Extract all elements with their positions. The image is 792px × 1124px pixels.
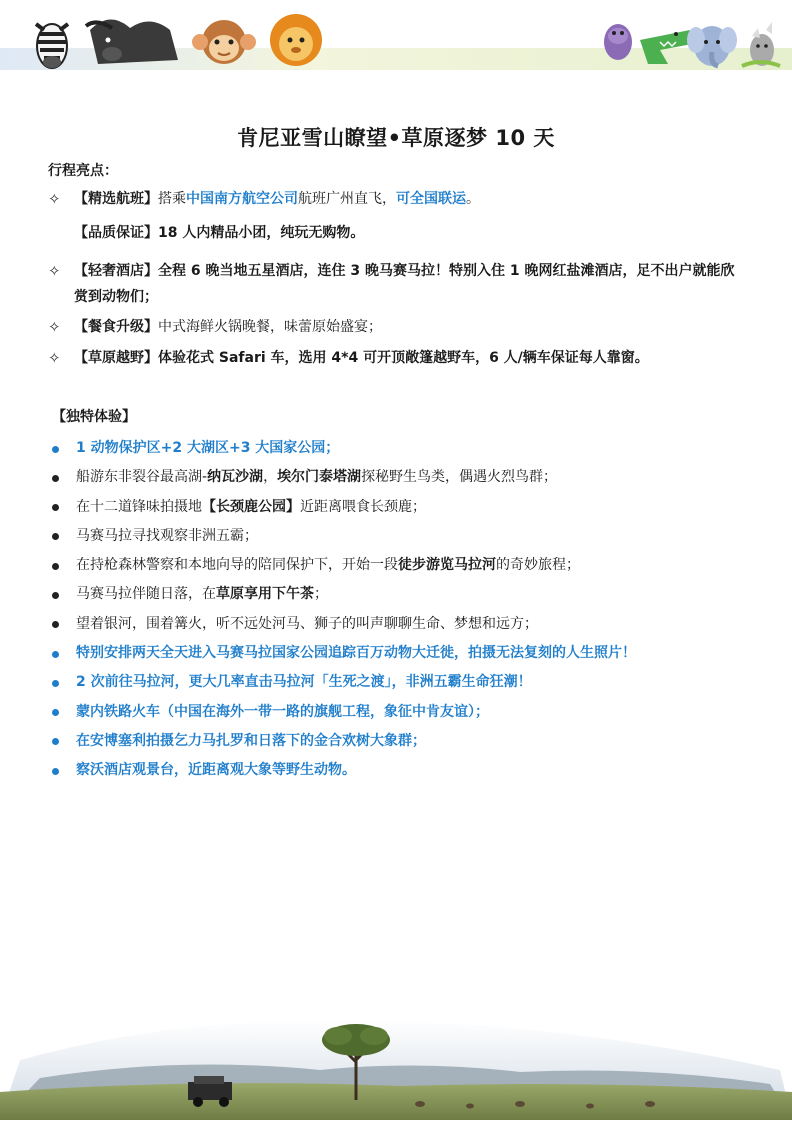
experience-label: 【独特体验】 xyxy=(52,409,136,425)
experience-text-segment: 草原享用下午茶 xyxy=(216,586,314,603)
highlight-item xyxy=(48,345,748,371)
highlight-text-segment: 【餐食升级】 xyxy=(74,319,158,335)
highlight-item xyxy=(48,314,748,340)
experience-item xyxy=(48,463,748,492)
sparkle-bullet-icon: ✧ xyxy=(48,190,61,208)
highlight-text xyxy=(74,258,748,310)
lion-icon xyxy=(270,14,322,66)
experience-text-segment: 特别安排两天全天进入马赛马拉国家公园追踪百万动物大迁徙，拍摄无法复刻的人生照片！ xyxy=(76,645,636,662)
experience-item xyxy=(48,668,748,697)
highlight-text-segment: 【草原越野】体验花式 Safari 车，选用 4*4 可开顶敞篷越野车，6 人/辆车保证每人靠窗。 xyxy=(74,350,649,366)
hippo-icon xyxy=(604,24,632,60)
highlight-item xyxy=(48,258,748,310)
experience-text-segment: 船游东非裂谷最高湖- xyxy=(76,469,208,486)
zebra-icon xyxy=(36,24,68,68)
experience-list xyxy=(48,434,748,786)
highlight-text-segment: 中式海鲜火锅晚餐，味蕾原始盛宴； xyxy=(158,319,382,335)
bullet-dot-icon xyxy=(52,475,59,482)
bullet-dot-icon xyxy=(52,738,59,745)
highlight-text-segment: 【精选航班】 xyxy=(74,191,158,207)
experience-item xyxy=(48,610,748,639)
bullet-dot-icon xyxy=(52,680,59,687)
highlight-text xyxy=(74,345,748,371)
experience-text-segment: 的奇妙旅程； xyxy=(496,557,580,574)
bullet-dot-icon xyxy=(52,621,59,628)
highlight-text-segment: 【轻奢酒店】全程 6 晚当地五星酒店，连住 3 晚马赛马拉！特别入住 1 晚网红盐滩酒店，足不出户就能欣赏到动物们； xyxy=(74,263,735,305)
experience-item xyxy=(48,551,748,580)
experience-text-segment: 纳瓦沙湖 xyxy=(207,469,264,486)
experience-text-segment: 察沃酒店观景台，近距离观大象等野生动物。 xyxy=(76,762,356,779)
highlight-item xyxy=(48,220,748,246)
highlight-text-segment: 搭乘 xyxy=(158,191,186,207)
experience-text-segment: 徒步游览马拉河 xyxy=(398,557,496,574)
experience-text-segment: 在十二道锋味拍摄地 xyxy=(76,498,202,515)
experience-text-segment: 探秘野生鸟类，偶遇火烈鸟群； xyxy=(361,469,558,486)
highlight-text-segment: 。 xyxy=(466,191,480,207)
highlight-text xyxy=(74,186,748,212)
experience-text-segment: 马赛马拉寻找观察非洲五霸； xyxy=(76,527,258,544)
experience-item xyxy=(48,727,748,756)
bullet-dot-icon xyxy=(52,446,59,453)
experience-text-segment: 望着银河，围着篝火，听不远处河马、狮子的叫声聊聊生命、梦想和远方； xyxy=(76,615,538,632)
experience-text-segment: 1 动物保护区+2 大湖区+3 大国家公园； xyxy=(76,440,340,456)
bullet-dot-icon xyxy=(52,592,59,599)
experience-text-segment: ； xyxy=(314,586,328,603)
experience-item xyxy=(48,522,748,551)
header-band xyxy=(0,0,792,78)
highlight-text-segment: 可全国联运 xyxy=(396,191,466,207)
sparkle-bullet-icon: ✧ xyxy=(48,349,61,367)
sparkle-bullet-icon: ✧ xyxy=(48,318,61,336)
experience-item xyxy=(48,580,748,609)
buffalo-icon xyxy=(86,19,178,64)
experience-text-segment: 蒙内铁路火车（中国在海外一带一路的旗舰工程，象征中肯友谊）； xyxy=(76,703,489,720)
sparkle-bullet-icon: ✧ xyxy=(48,262,61,280)
experience-text-segment: 2 次前往马拉河，更大几率直击马拉河「生死之渡」，非洲五霸生命狂潮！ xyxy=(76,674,532,691)
experience-text-segment: 在安博塞利拍摄乞力马扎罗和日落下的金合欢树大象群； xyxy=(76,732,426,749)
bullet-dot-icon xyxy=(52,533,59,540)
highlight-text xyxy=(74,220,748,246)
bullet-dot-icon xyxy=(52,563,59,570)
highlight-text xyxy=(74,314,748,340)
highlight-text-segment: 航班广州直飞， xyxy=(298,191,396,207)
experience-item xyxy=(48,756,748,785)
bullet-dot-icon xyxy=(52,504,59,511)
experience-text-segment: 埃尔门泰塔湖 xyxy=(277,469,362,486)
highlight-text-segment: 中国南方航空公司 xyxy=(186,191,298,207)
experience-item xyxy=(48,493,748,522)
experience-text-segment: 【长颈鹿公园】 xyxy=(202,498,300,515)
experience-text-segment: 在持枪森林警察和本地向导的陪同保护下，开始一段 xyxy=(76,557,398,574)
experience-text-segment: 近距离喂食长颈鹿； xyxy=(300,498,426,515)
experience-item xyxy=(48,434,748,463)
footer-landscape-image xyxy=(0,1000,792,1120)
highlights-label: 行程亮点： xyxy=(48,163,118,179)
bullet-dot-icon xyxy=(52,709,59,716)
highlight-text-segment: 【品质保证】18 人内精品小团，纯玩无购物。 xyxy=(74,225,365,241)
experience-text-segment: ， xyxy=(263,469,278,486)
highlight-item xyxy=(48,186,748,212)
experience-item xyxy=(48,639,748,668)
bullet-dot-icon xyxy=(52,651,59,658)
bullet-dot-icon xyxy=(52,768,59,775)
experience-item xyxy=(48,698,748,727)
experience-text-segment: 马赛马拉伴随日落，在 xyxy=(76,586,216,603)
page-title: 肯尼亚雪山瞭望•草原逐梦 10 天 xyxy=(237,126,555,150)
